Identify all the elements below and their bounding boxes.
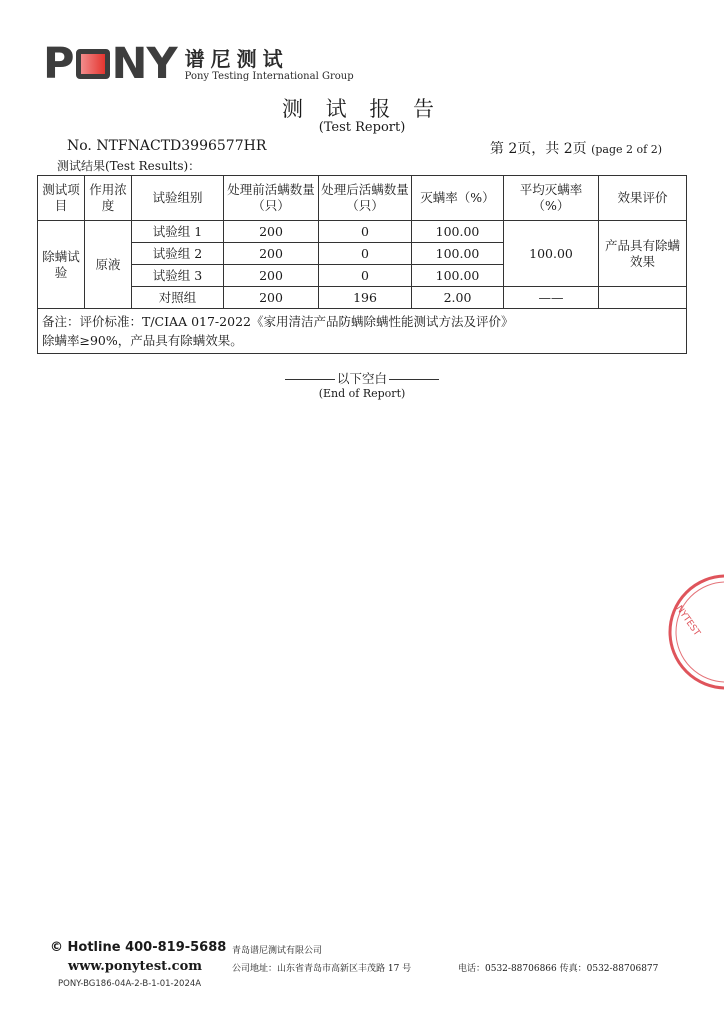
company-logo xyxy=(43,39,354,89)
results-label: 测试结果(Test Results)： xyxy=(57,159,201,173)
table-row xyxy=(38,287,687,309)
cell-group: 试验组 2 xyxy=(132,243,224,265)
cell-test-item: 除螨试验 xyxy=(38,221,85,309)
seal-text: NYTEST xyxy=(673,603,702,639)
logo-en: Pony Testing International Group xyxy=(184,71,354,82)
header-after: 处理后活螨数量（只） xyxy=(319,176,412,221)
divider xyxy=(389,379,439,380)
table-header-row xyxy=(38,176,687,221)
cell-rate: 100.00 xyxy=(412,221,504,243)
logo-o-mark xyxy=(76,49,110,79)
logo-brand: P NY xyxy=(43,39,177,89)
cell-before: 200 xyxy=(224,287,319,309)
note-line-2: 除螨率≥90%，产品具有除螨效果。 xyxy=(42,333,243,348)
cell-rate: 2.00 xyxy=(412,287,504,309)
footer-hotline xyxy=(50,940,226,955)
page-info xyxy=(490,138,662,158)
seal-graphic xyxy=(640,572,724,692)
cell-evaluation: 产品具有除螨效果 xyxy=(599,221,687,287)
end-of-report-en: (End of Report) xyxy=(318,387,406,400)
footer-phone: 电话：0532-88706866 传真：0532-88706877 xyxy=(458,964,659,974)
results-table xyxy=(37,175,687,354)
table-row xyxy=(38,221,687,243)
cell-after: 196 xyxy=(319,287,412,309)
cell-after: 0 xyxy=(319,221,412,243)
cell-after: 0 xyxy=(319,243,412,265)
footer-website: www.ponytest.com xyxy=(68,959,203,974)
cell-average-rate: 100.00 xyxy=(504,221,599,287)
cell-group: 试验组 3 xyxy=(132,265,224,287)
cell-rate: 100.00 xyxy=(412,243,504,265)
logo-cn: 谱尼测试 xyxy=(184,47,289,71)
cell-control-evaluation xyxy=(599,287,687,309)
header-concentration: 作用浓度 xyxy=(85,176,132,221)
end-of-report-cn xyxy=(0,369,724,387)
report-title: 测 试 报 告 xyxy=(281,97,443,121)
cell-before: 200 xyxy=(224,221,319,243)
footer-address: 公司地址：山东省青岛市高新区丰茂路 17 号 xyxy=(232,964,412,974)
phone-icon: © xyxy=(50,940,63,955)
note-line-1: 备注：评价标准：T/CIAA 017-2022《家用清洁产品防螨除螨性能测试方法及评价》 xyxy=(42,314,514,329)
header-average-rate: 平均灭螨率（%） xyxy=(504,176,599,221)
cell-after: 0 xyxy=(319,265,412,287)
header-rate: 灭螨率（%） xyxy=(412,176,504,221)
table-note xyxy=(38,309,687,354)
cell-concentration: 原液 xyxy=(85,221,132,309)
cell-control-average: —— xyxy=(504,287,599,309)
divider xyxy=(285,379,335,380)
hotline-text: Hotline 400-819-5688 xyxy=(67,940,227,955)
cell-group: 试验组 1 xyxy=(132,221,224,243)
table-note-row xyxy=(38,309,687,354)
footer-company: 青岛谱尼测试有限公司 xyxy=(232,946,323,956)
header-group: 试验组别 xyxy=(132,176,224,221)
footer-doc-number: PONY-BG186-04A-2-B-1-01-2024A xyxy=(58,979,202,989)
cell-before: 200 xyxy=(224,243,319,265)
header-before: 处理前活螨数量（只） xyxy=(224,176,319,221)
header-test-item: 测试项目 xyxy=(38,176,85,221)
end-text-cn: 以下空白 xyxy=(336,371,387,386)
company-seal xyxy=(640,572,724,692)
cell-before: 200 xyxy=(224,265,319,287)
header-evaluation: 效果评价 xyxy=(599,176,687,221)
page-info-cn: 第 2页，共 2页 xyxy=(489,141,587,157)
report-title-en: (Test Report) xyxy=(318,120,406,135)
report-number: No. NTFNACTD3996577HR xyxy=(67,138,267,154)
cell-rate: 100.00 xyxy=(412,265,504,287)
cell-group: 对照组 xyxy=(132,287,224,309)
page-info-en: (page 2 of 2) xyxy=(591,143,662,156)
